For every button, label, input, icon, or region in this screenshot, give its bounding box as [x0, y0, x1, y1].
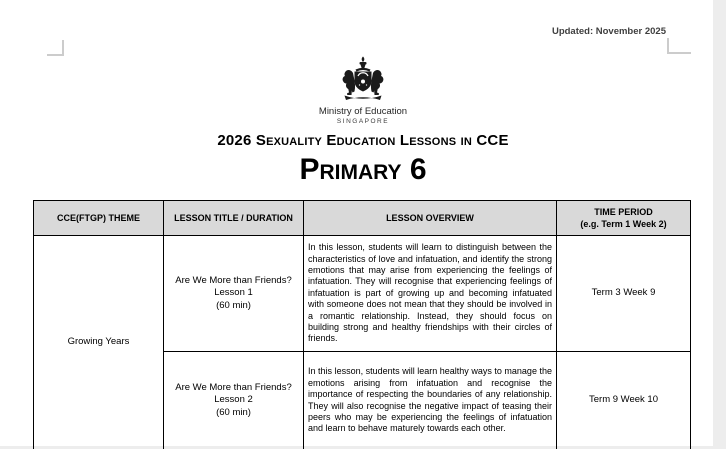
lesson-title: Are We More than Friends?	[175, 381, 292, 393]
lesson-number: Lesson 2	[214, 394, 253, 406]
time-period-header-line1: TIME PERIOD	[594, 207, 653, 217]
ministry-country-label: SINGAPORE	[336, 118, 390, 125]
lesson-overview-cell: In this lesson, students will learn to distinguish between the characteristics of love and infatuation, and identify the strong emotions that may arise from experiencing the feelings of infatuation. They will recognise that experiencing feelings of infatuation is part of growing up and becoming infatuated with someone does not mean that they should be involved in a romantic relationship. Instead, they should focus on building strong and healthy friendships with their circles of friends.	[304, 236, 557, 352]
column-header-theme: CCE(FTGP) THEME	[34, 201, 164, 236]
updated-date-label: Updated: November 2025	[551, 26, 666, 37]
text-boundary-corner-mark-top-right	[667, 38, 691, 54]
lesson-overview-cell: In this lesson, students will learn healthy ways to manage the emotions arising from infatuation and recognise the importance of respecting the boundaries of any relationship. They will also recognise the negative impact of teasing their peers who may be experiencing the feelings of infatuation and learn to behave maturely towards each other.	[304, 352, 557, 449]
lesson-title-cell	[164, 236, 304, 352]
time-period-header-line2: (e.g. Term 1 Week 2)	[580, 219, 667, 229]
lesson-title: Are We More than Friends?	[175, 274, 292, 286]
time-period-cell: Term 3 Week 9	[557, 236, 691, 352]
lessons-table	[33, 200, 691, 449]
text-boundary-corner-mark-top-left	[47, 40, 64, 56]
ministry-of-education-crest-icon	[338, 55, 388, 105]
time-period-cell: Term 9 Week 10	[557, 352, 691, 449]
column-header-overview: LESSON OVERVIEW	[304, 201, 557, 236]
page-subtitle: Primary 6	[299, 153, 427, 186]
lesson-duration: (60 min)	[216, 299, 251, 311]
table-header-row	[34, 201, 691, 236]
table-row	[34, 236, 691, 352]
lesson-number: Lesson 1	[214, 287, 253, 299]
column-header-time-period	[557, 201, 691, 236]
page-title: 2026 Sexuality Education Lessons in CCE	[217, 132, 509, 149]
column-header-lesson-title: LESSON TITLE / DURATION	[164, 201, 304, 236]
page-edge-right	[713, 0, 726, 449]
theme-cell: Growing Years	[34, 236, 164, 449]
lesson-duration: (60 min)	[216, 406, 251, 418]
lesson-title-cell	[164, 352, 304, 449]
ministry-name-label: Ministry of Education	[318, 106, 408, 117]
